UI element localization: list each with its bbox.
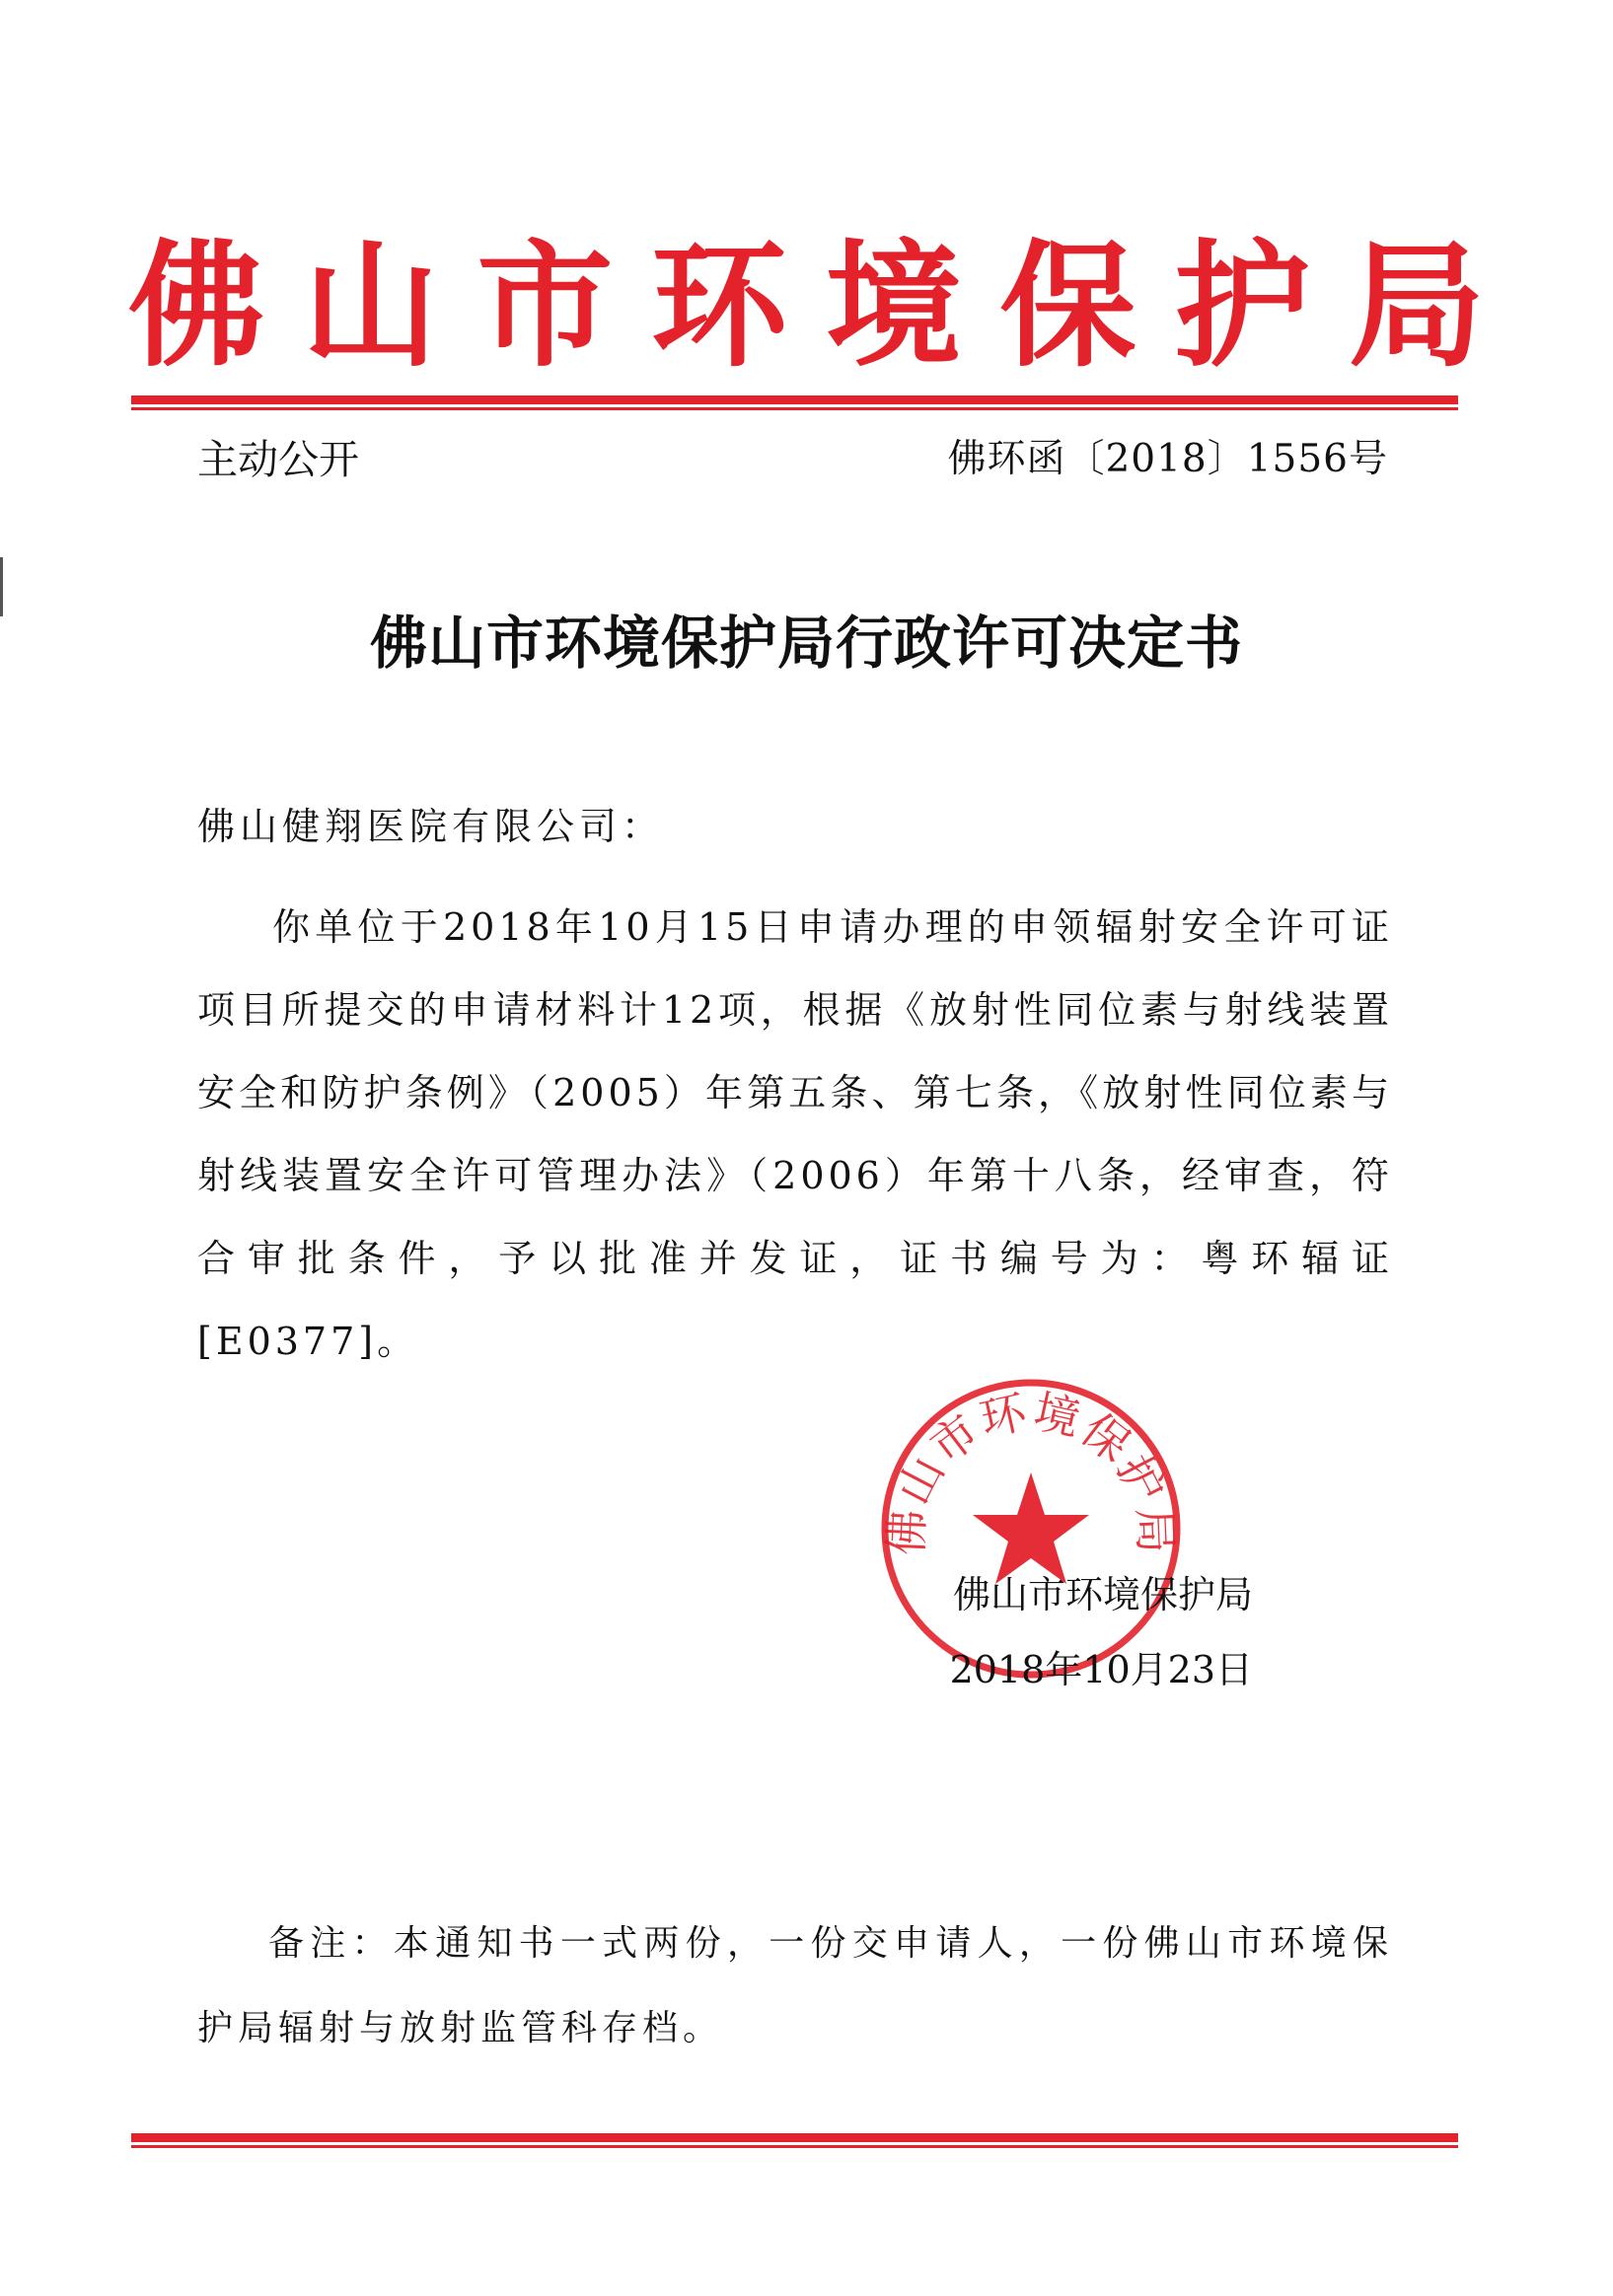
- header-red-rule-thin: [131, 407, 1458, 410]
- masthead-char-2: 市: [477, 225, 614, 386]
- masthead-char-6: 护: [1174, 225, 1311, 386]
- masthead-title: [128, 222, 1485, 390]
- official-seal-stamp: [878, 1376, 1184, 1682]
- masthead-char-3: 环: [651, 225, 788, 386]
- issuer-name: 佛山市环境保护局: [952, 1573, 1253, 1616]
- decision-body: 你单位于2018年10月15日申请办理的申领辐射安全许可证项目所提交的申请材料计12项，根据《放射性同位素与射线装置安全和防护条例》（2005）年第五条、第七条，《放射性同位素与射线装置安全许可管理办法》（2006）年第十八条，经审查，符合审批条件，予以批准并发证，证书编号为：粤环辐证[E0377]。: [197, 905, 1393, 1363]
- footer-red-rule-thin: [131, 2145, 1458, 2148]
- masthead-char-4: 境: [825, 225, 962, 386]
- masthead-char-7: 局: [1348, 225, 1485, 386]
- document-title: 佛山市环境保护局行政许可决定书: [369, 610, 1243, 677]
- issue-date: 2018年10月23日: [949, 1648, 1253, 1691]
- remark-note: 备注：本通知书一式两份，一份交申请人，一份佛山市环境保护局辐射与放射监管科存档。: [197, 1923, 1393, 2048]
- svg-text:佛山市环境保护局: 佛山市环境保护局: [879, 1384, 1183, 1557]
- addressee: 佛山健翔医院有限公司：: [197, 805, 665, 848]
- masthead-char-0: 佛: [128, 225, 265, 386]
- disclosure-label: 主动公开: [197, 436, 359, 483]
- masthead-char-1: 山: [302, 225, 439, 386]
- header-red-rule: [131, 395, 1458, 404]
- document-number: 佛环函〔2018〕1556号: [947, 437, 1388, 481]
- masthead-char-5: 保: [999, 225, 1136, 386]
- footer-red-rule: [131, 2133, 1458, 2142]
